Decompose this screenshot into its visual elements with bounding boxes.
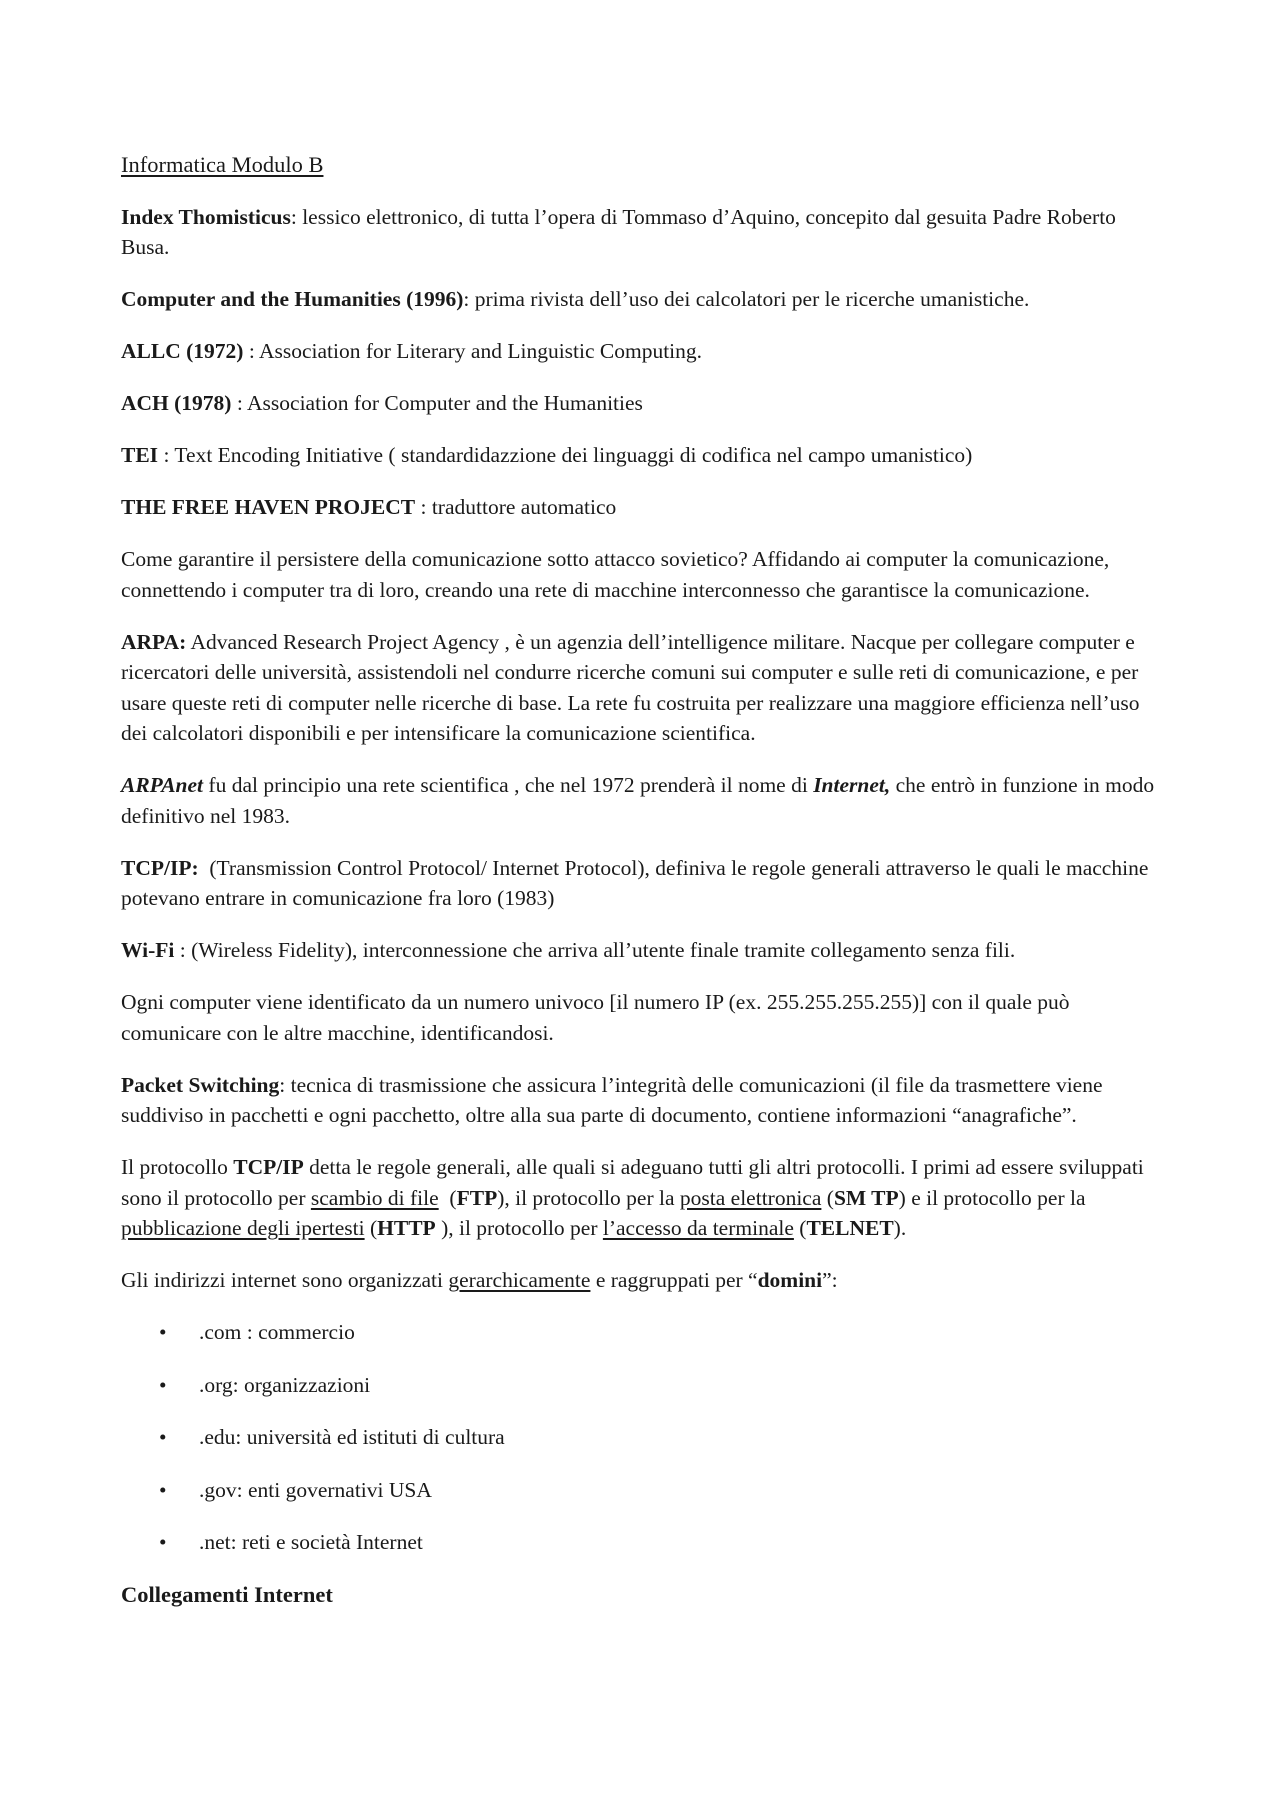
definition: che entrò in funzione in modo definitivo nel 1983. [121,773,1155,828]
list-item-text: .edu: università ed istituti di cultura [199,1425,505,1449]
definition: : traduttore automatico [415,495,617,519]
underlined-email: posta elettronica [679,1185,822,1210]
definition: : prima rivista dell’uso dei calcolatori per le ricerche umanistiche. [463,287,1030,311]
text: detta le regole generali, alle quali si adeguano tutti gli altri protocolli. I primi ad essere sviluppati sono il protocollo per [121,1155,1144,1210]
domain-list [121,1317,1160,1558]
bullet-icon: • [159,1320,167,1344]
text: ) e il protocollo per la [898,1185,1086,1210]
term-domains: domini [757,1268,823,1292]
bullet-icon: • [159,1425,167,1449]
definition: fu dal principio una rete scientifica , che nel 1972 prenderà il nome di [203,773,814,797]
underlined-terminal-access: l’accesso da terminale [602,1216,794,1240]
definition: : tecnica di trasmissione che assicura l’integrità delle comunicazioni (il file da trasmettere viene suddiviso in pacchetti e ogni pacchetto, oltre alla sua parte di documento, contiene informazioni “anagrafiche”. [121,1072,1103,1127]
term: Computer and the Humanities (1996) [121,287,464,311]
definition: : Text Encoding Initiative ( standardidazzione dei linguaggi di codifica nel campo umanistico) [158,443,973,467]
document-title: Informatica Modulo B [121,152,324,177]
term: ALLC (1972) [121,339,244,363]
text: ( [821,1185,834,1210]
term: Packet Switching [121,1072,280,1097]
underlined-file-exchange: scambio di file [310,1185,439,1210]
list-item-text: .net: reti e società Internet [199,1530,423,1554]
paragraph-arpanet [121,770,1160,831]
paragraph-ach [121,388,1160,419]
paragraph-packet-switching [121,1070,1160,1131]
list-item [121,1422,1160,1453]
term: TEI [121,443,159,467]
paragraph-free-haven [121,492,1160,523]
term-telnet: TELNET [806,1216,894,1240]
text: e raggruppati per “ [590,1268,758,1292]
paragraph-domains-intro [121,1265,1160,1296]
paragraph-allc [121,336,1160,367]
paragraph-tei [121,440,1160,471]
list-item-text: .org: organizzazioni [199,1372,371,1397]
bullet-icon: • [159,1477,167,1502]
term: ARPA: [121,629,187,654]
paragraph-protocols [121,1152,1160,1244]
paragraph-communication: Come garantire il persistere della comunicazione sotto attacco sovietico? Affidando ai computer la comunicazione, connettendo i computer tra di loro, creando una rete di macchine interconnesso che garantisce la comunicazione. [121,547,1110,602]
underlined-hypertext: pubblicazione degli ipertesti [121,1216,365,1240]
text: Gli indirizzi internet sono organizzati [121,1268,449,1292]
term-internet: Internet, [813,773,891,797]
text: ), il protocollo per la [497,1185,680,1210]
definition: : (Wireless Fidelity), interconnessione che arriva all’utente finale tramite collegamento senza fili. [174,938,1016,962]
paragraph-ip-address: Ogni computer viene identificato da un numero univoco [il numero IP (ex. 255.255.255.255)] con il quale può comunicare con le altre macchine, identificandosi. [121,990,1070,1045]
paragraph-computer-humanities [121,284,1160,315]
definition: : Association for Literary and Linguistic Computing. [243,339,703,363]
paragraph-wifi [121,935,1160,966]
definition: Advanced Research Project Agency , è un agenzia dell’intelligence militare. Nacque per collegare computer e ricercatori delle università, assistendoli nel condurre ricerche comuni sui computer e sulle reti di comunicazione, e per usare queste reti di computer nelle ricerche di base. La rete fu costruita per realizzare una maggiore efficienza nell’uso dei calcolatori disponibili e per intensificare la comunicazione scientifica. [121,629,1140,745]
term-smtp: SM TP [833,1185,899,1210]
list-item [121,1317,1160,1348]
text: ( [438,1185,457,1210]
term: Index Thomisticus [121,204,291,229]
text: ), il protocollo per [435,1216,603,1240]
text: ”: [822,1268,838,1292]
term: ARPAnet [121,773,204,797]
text: ). [893,1216,907,1240]
term: Wi-Fi [121,938,175,962]
paragraph-arpa [121,627,1160,749]
bullet-icon: • [159,1372,167,1397]
underlined-hierarchically: gerarchicamente [448,1268,591,1292]
list-item-text: .gov: enti governativi USA [199,1477,432,1502]
definition: (Transmission Control Protocol/ Internet Protocol), definiva le regole generali attraverso le quali le macchine potevano entrare in comunicazione fra loro (1983) [121,855,1154,910]
term: ACH (1978) [121,391,232,415]
term: THE FREE HAVEN PROJECT [121,495,416,519]
term-tcpip: TCP/IP [233,1155,304,1179]
list-item-text: .com : commercio [199,1320,355,1344]
term: TCP/IP: [121,855,199,880]
list-item [121,1370,1160,1401]
definition: : Association for Computer and the Humanities [231,391,643,415]
list-item [121,1475,1160,1506]
term-ftp: FTP [456,1185,498,1210]
text: Il protocollo [121,1155,234,1179]
term-http: HTTP [377,1216,436,1240]
text: ( [793,1216,807,1240]
list-item [121,1527,1160,1558]
section-heading: Collegamenti Internet [121,1581,333,1607]
text: ( [364,1216,378,1240]
paragraph-tcpip [121,853,1160,914]
paragraph-index-thomisticus [121,202,1160,263]
definition: : lessico elettronico, di tutta l’opera di Tommaso d’Aquino, concepito dal gesuita Padre Roberto Busa. [121,204,1116,259]
bullet-icon: • [159,1530,167,1554]
